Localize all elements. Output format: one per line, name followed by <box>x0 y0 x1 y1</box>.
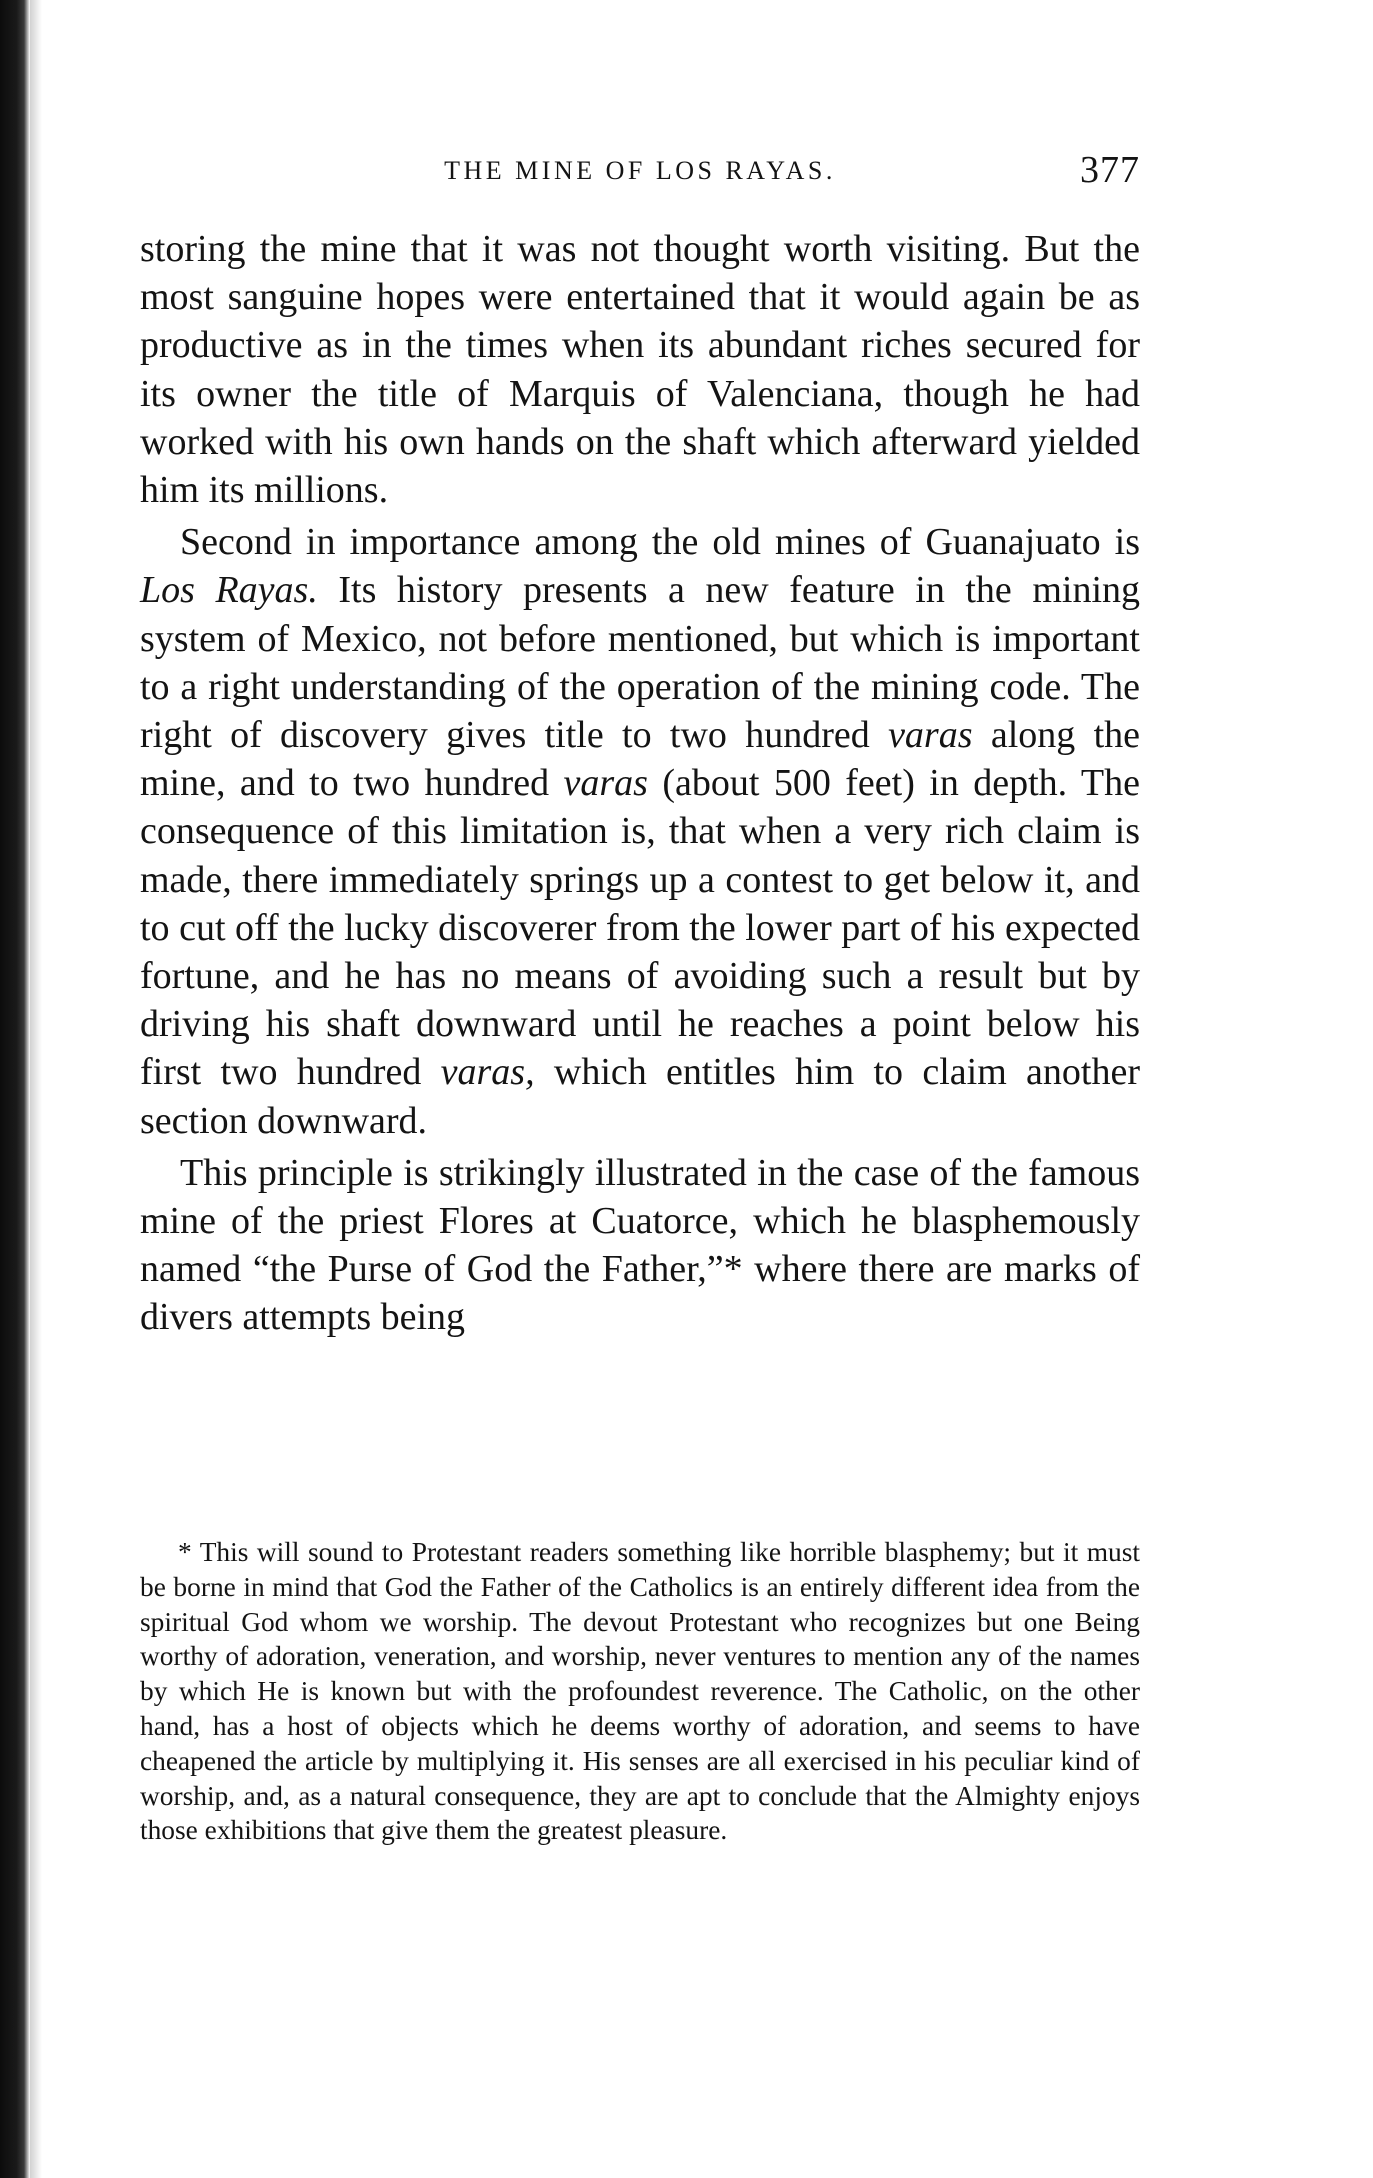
running-head <box>140 148 1140 198</box>
text-run: which entitles him to claim another section downward. <box>140 1051 1140 1142</box>
text-run: Second in importance among the old mines of Guanajuato is <box>180 521 1140 564</box>
book-page <box>140 0 1140 2178</box>
italic-term: varas, <box>440 1051 535 1094</box>
paragraph-flores-mine: This principle is strikingly illustrated in the case of the famous mine of the priest Flores at Cuatorce, which he blasphemously named “the Purse of God the Father,”* where there are marks of divers attempts being <box>140 1151 1140 1339</box>
page-number: 377 <box>1080 149 1140 191</box>
body-text <box>140 225 1140 1342</box>
text-run: along the mine, and to two hundred <box>140 714 1140 805</box>
paragraph-continued: storing the mine that it was not thought worth visiting. But the most sanguine hopes were entertained that it would again be as productive as in the times when its abundant riches secured for its owner the title of Marquis of Valenciana, though he had worked with his own hands on the shaft which afterward yielded him its millions. <box>140 228 1140 512</box>
page-binding-edge <box>0 0 30 2178</box>
italic-term: varas <box>888 714 973 757</box>
footnote <box>140 1535 1140 1848</box>
italic-term: Los Rayas. <box>140 569 318 612</box>
footnote-text: * This will sound to Protestant readers something like horrible blasphemy; but it must be borne in mind that God the Father of the Catholics is an entirely different idea from the spiritual God whom we worship. The devout Protestant who recognizes but one Being worthy of adoration, veneration, and worship, never ventures to mention any of the names by which He is known but with the profoundest reverence. The Catholic, on the other hand, has a host of objects which he deems worthy of adoration, and seems to have cheapened the article by multiplying it. His senses are all exercised in his peculiar kind of worship, and, as a natural consequence, they are apt to conclude that the Almighty enjoys those exhibitions that give them the greatest pleasure. <box>140 1537 1140 1846</box>
text-run: (about 500 feet) in depth. The consequence of this limitation is, that when a very rich claim is made, there immediately springs up a contest to get below it, and to cut off the lucky discoverer from the lower part of his expected fortune, and he has no means of avoiding such a result but by driving his shaft downward until he reaches a point below his first two hundred <box>140 762 1140 1094</box>
italic-term: varas <box>563 762 648 805</box>
text-run: Its history presents a new feature in the mining system of Mexico, not before mentioned, but which is important to a right understanding of the operation of the mining code. The right of discovery gives title to two hundred <box>140 569 1140 757</box>
paragraph-los-rayas <box>140 518 1140 1145</box>
running-title: THE MINE OF LOS RAYAS. <box>444 156 836 185</box>
